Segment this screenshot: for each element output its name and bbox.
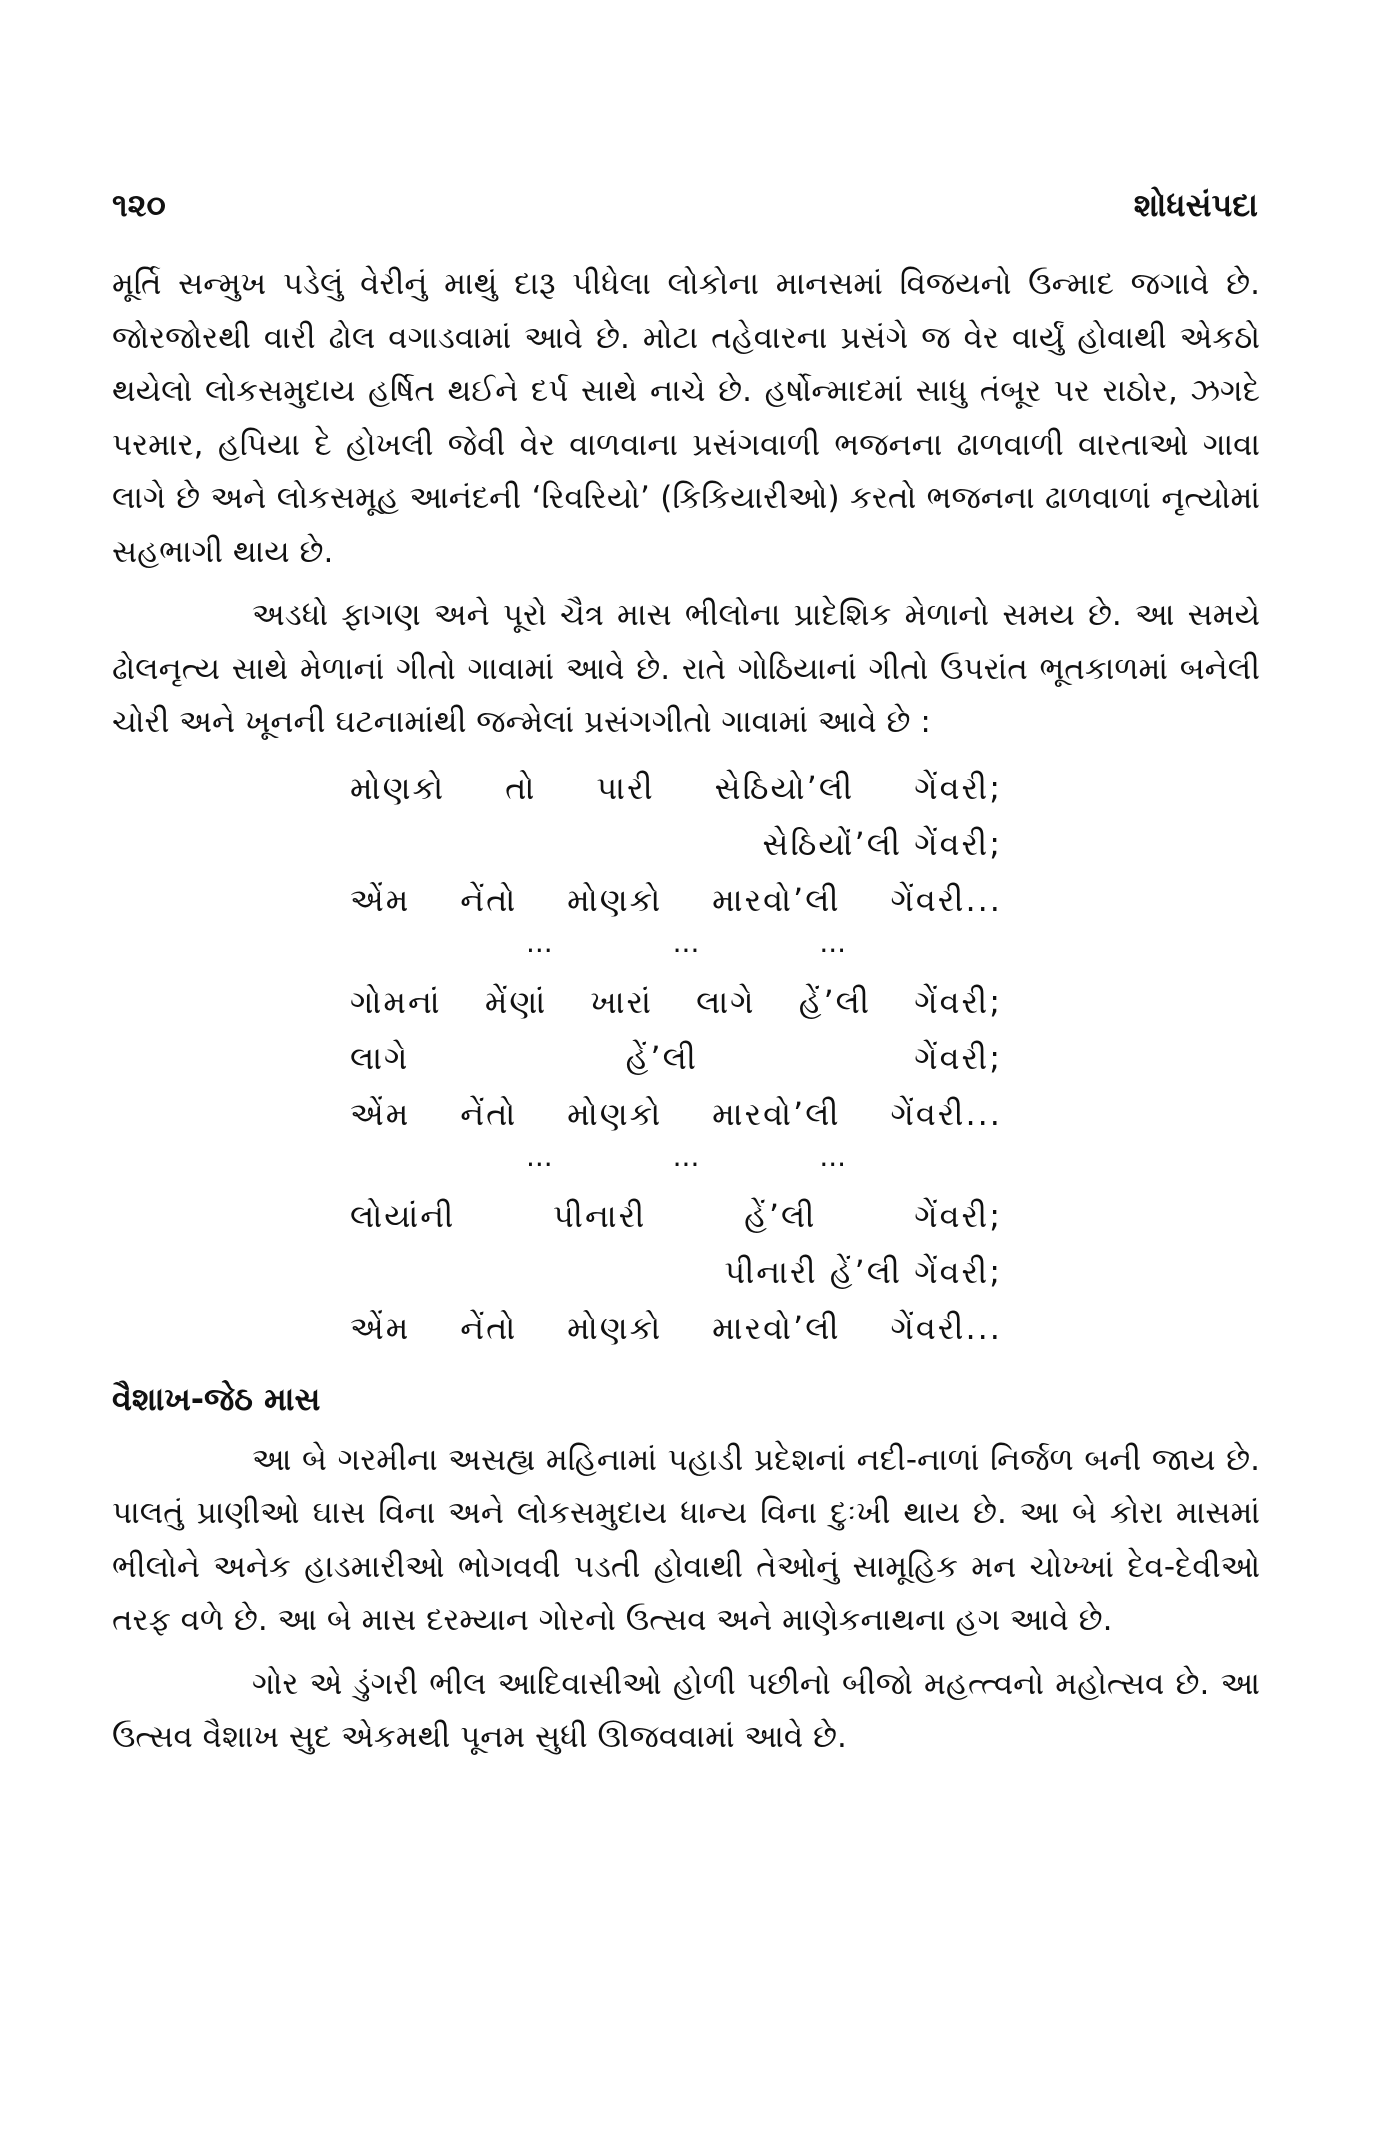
paragraph: મૂર્તિ સન્મુખ પડેલું વેરીનું માથું દારૂ પીધેલા લોકોના માનસમાં વિજયનો ઉન્માદ જગાવે છે. જોરજોરથી વારી ઢોલ વગાડવામાં આવે છે. મોટા તહેવારના પ્રસંગે જ વેર વાર્યું હોવાથી એકઠો થયેલો લોકસમુદાય હર્ષિત થઈને દર્પ સાથે નાચે છે. હર્ષોન્માદમાં સાધુ તંબૂર પર રાઠોર, ઝગદે પરમાર, હપિયા દે હોખલી જેવી વેર વાળવાના પ્રસંગવાળી ભજનના ઢાળવાળી વારતાઓ ગાવા લાગે છે અને લોકસમૂહ આનંદની ‘રિવરિયો’ (કિકિયારીઓ) કરતો ભજનના ઢાળવાળાં નૃત્યોમાં સહભાગી થાય છે.: [112, 266, 1260, 570]
verse-line: [350, 1244, 1002, 1300]
verse-line: [350, 872, 1002, 928]
verse-line: [350, 1086, 1002, 1142]
verse-word: લોયાંની: [350, 1196, 456, 1235]
verse-word: મોણકો: [567, 1308, 663, 1347]
song-verse: [112, 760, 1002, 1356]
verse-word: તો: [505, 768, 537, 807]
verse-word: એંમ: [350, 1308, 411, 1347]
paragraph: અડધો ફાગણ અને પૂરો ચૈત્ર માસ ભીલોના પ્રાદેશિક મેળાનો સમય છે. આ સમયે ઢોલનૃત્ય સાથે મેળાનાં ગીતો ગાવામાં આવે છે. રાતે ગોઠિયાનાં ગીતો ઉપરાંત ભૂતકાળમાં બનેલી ચોરી અને ખૂનની ઘટનામાંથી જન્મેલાં પ્રસંગગીતો ગાવામાં આવે છે :: [112, 597, 1260, 740]
verse-refrain: પીનારી હેં’લી ગેંવરી;: [724, 1252, 1002, 1291]
verse-word: ગેંવરી;: [914, 1038, 1002, 1077]
verse-word: લાગે: [696, 982, 756, 1021]
verse-word: મેંણાં: [484, 982, 548, 1021]
verse-word: મોણકો: [567, 1094, 663, 1133]
verse-word: નેંતો: [460, 1094, 518, 1133]
verse-word: ગેંવરી;: [914, 982, 1002, 1021]
verse-word: એંમ: [350, 1094, 411, 1133]
verse-word: ખારાં: [590, 982, 653, 1021]
ellipsis-separator: ... ... ...: [525, 1139, 847, 1173]
verse-word: મોણકો: [350, 768, 446, 807]
verse-word: ગેંવરી;: [914, 1196, 1002, 1235]
verse-line: [350, 816, 1002, 872]
verse-word: હેં’લી: [798, 982, 872, 1021]
verse-word: નેંતો: [460, 880, 518, 919]
page-header: [112, 180, 1258, 230]
verse-word: ગેંવરી...: [890, 1094, 1002, 1133]
verse-line: [350, 1030, 1002, 1086]
section-heading: વૈશાખ-જેઠ માસ: [112, 1379, 321, 1418]
verse-line: [350, 760, 1002, 816]
ellipsis-separator: ... ... ...: [525, 925, 847, 959]
verse-word: મારવો’લી: [712, 1094, 841, 1133]
verse-word: પારી: [596, 768, 655, 807]
paragraph: આ બે ગરમીના અસહ્ય મહિનામાં પહાડી પ્રદેશનાં નદી-નાળાં નિર્જળ બની જાય છે. પાલતું પ્રાણીઓ ઘાસ વિના અને લોકસમુદાય ધાન્ય વિના દુઃખી થાય છે. આ બે કોરા માસમાં ભીલોને અનેક હાડમારીઓ ભોગવવી પડતી હોવાથી તેઓનું સામૂહિક મન ચોખ્ખાં દેવ-દેવીઓ તરફ વળે છે. આ બે માસ દરમ્યાન ગોરનો ઉત્સવ અને માણેકનાથના હગ આવે છે.: [112, 1441, 1260, 1638]
verse-word: ગેંવરી;: [914, 768, 1002, 807]
verse-word: સેઠિયો’લી: [714, 768, 855, 807]
verse-word: મોણકો: [567, 880, 663, 919]
verse-word: હેં’લી: [625, 1038, 698, 1077]
paragraph: ગોર એ ડુંગરી ભીલ આદિવાસીઓ હોળી પછીનો બીજો મહત્ત્વનો મહોત્સવ છે. આ ઉત્સવ વૈશાખ સુદ એકમથી પૂનમ સુધી ઊજવવામાં આવે છે.: [112, 1665, 1260, 1755]
verse-line: [350, 1300, 1002, 1356]
verse-word: ગેંવરી...: [890, 880, 1002, 919]
running-title: શોધસંપદા: [1133, 185, 1258, 224]
verse-word: ગેંવરી...: [890, 1308, 1002, 1347]
verse-word: નેંતો: [460, 1308, 518, 1347]
verse-word: લાગે: [350, 1038, 410, 1077]
verse-word: ગોમનાં: [350, 982, 442, 1021]
page-number: ૧૨૦: [112, 185, 166, 224]
verse-word: હેં’લી: [744, 1196, 817, 1235]
verse-word: મારવો’લી: [712, 1308, 841, 1347]
verse-line: [350, 974, 1002, 1030]
verse-word: પીનારી: [553, 1196, 647, 1235]
verse-refrain: સેઠિયોં’લી ગેંવરી;: [762, 824, 1002, 863]
verse-word: એંમ: [350, 880, 411, 919]
page-body: [112, 258, 1260, 1775]
verse-word: મારવો’લી: [712, 880, 841, 919]
verse-line: [350, 1188, 1002, 1244]
